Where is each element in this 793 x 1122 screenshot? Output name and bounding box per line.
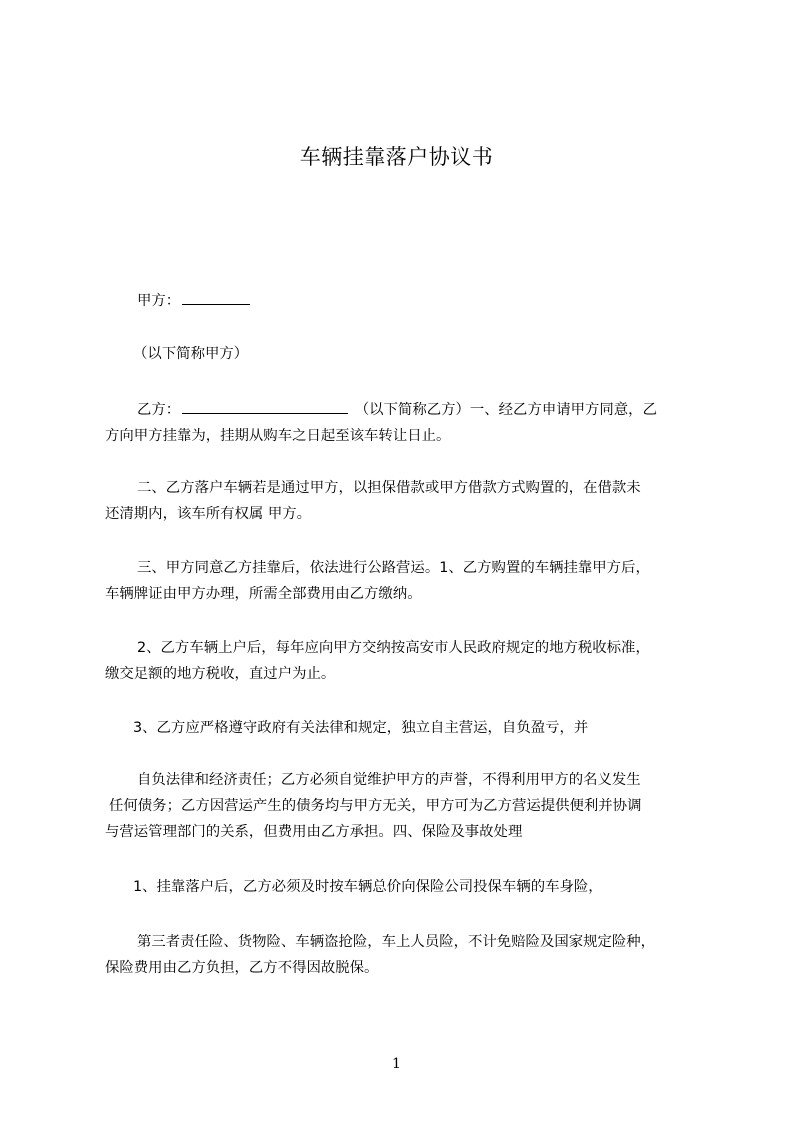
party-a-blank xyxy=(182,289,250,305)
page-number: 1 xyxy=(392,1056,401,1072)
clause-4-1-paragraph xyxy=(105,874,699,900)
clause-2-paragraph xyxy=(105,475,699,527)
party-a-label: 甲方： xyxy=(137,293,181,309)
party-b-label: 乙方： xyxy=(137,402,181,418)
clause-4-1-cont-paragraph xyxy=(105,929,699,981)
document-title: 车辆挂靠落户协议书 xyxy=(299,145,494,169)
clause-2-line-2: 还清期内，该车所有权属 甲方。 xyxy=(105,506,312,522)
party-a-line xyxy=(105,288,699,314)
clause-3-2-line-2: 缴交足额的地方税收，直过户为止。 xyxy=(105,666,336,682)
clause-3-3-cont-paragraph xyxy=(105,767,699,845)
party-a-note-paragraph xyxy=(105,341,699,367)
clause-3-3-paragraph xyxy=(105,715,699,741)
clause-4-1-cont-line-2: 保险费用由乙方负担，乙方不得因故脱保。 xyxy=(105,960,379,976)
clause-2-line-1: 二、乙方落户车辆若是通过甲方，以担保借款或甲方借款方式购置的，在借款未 xyxy=(137,480,641,496)
clause-3-2-line-1: 2、乙方车辆上户后，每年应向甲方交纳按高安市人民政府规定的地方税收标准， xyxy=(137,640,650,656)
party-b-paragraph xyxy=(105,397,699,449)
party-a-paragraph xyxy=(105,288,699,314)
clause-3-line-1: 三、甲方同意乙方挂靠后，依法进行公路营运。1、乙方购置的车辆挂靠甲方后， xyxy=(137,560,650,576)
clause-3-paragraph xyxy=(105,555,699,607)
clause-4-1-line-1: 1、挂靠落户后，乙方必须及时按车辆总价向保险公司投保车辆的车身险， xyxy=(133,879,603,895)
party-b-line-2: 方向甲方挂靠为，挂期从购车之日起至该车转让日止。 xyxy=(105,428,451,444)
clause-3-3-cont-line-2: 任何债务；乙方因营运产生的债务均与甲方无关，甲方可为乙方营运提供便利并协调 xyxy=(109,798,642,814)
party-b-rest: （以下简称乙方）一、经乙方申请甲方同意，乙 xyxy=(350,402,657,418)
clause-3-3-line-1: 3、乙方应严格遵守政府有关法律和规定，独立自主营运，自负盈亏，并 xyxy=(133,720,589,736)
clause-3-3-cont-line-1: 自负法律和经济责任；乙方必须自觉维护甲方的声誉，不得利用甲方的名义发生 xyxy=(137,772,641,788)
party-b-blank xyxy=(182,398,348,414)
party-b-line-1 xyxy=(105,397,699,423)
party-a-note: （以下简称甲方） xyxy=(133,346,249,362)
clause-3-3-cont-line-3: 与营运管理部门的关系，但费用由乙方承担。四、保险及事故处理 xyxy=(105,824,523,840)
clause-4-1-cont-line-1: 第三者责任险、货物险、车辆盗抢险，车上人员险，不计免赔险及国家规定险种， xyxy=(137,934,656,950)
clause-3-2-paragraph xyxy=(105,635,699,687)
clause-3-line-2: 车辆牌证由甲方办理，所需全部费用由乙方缴纳。 xyxy=(105,586,422,602)
